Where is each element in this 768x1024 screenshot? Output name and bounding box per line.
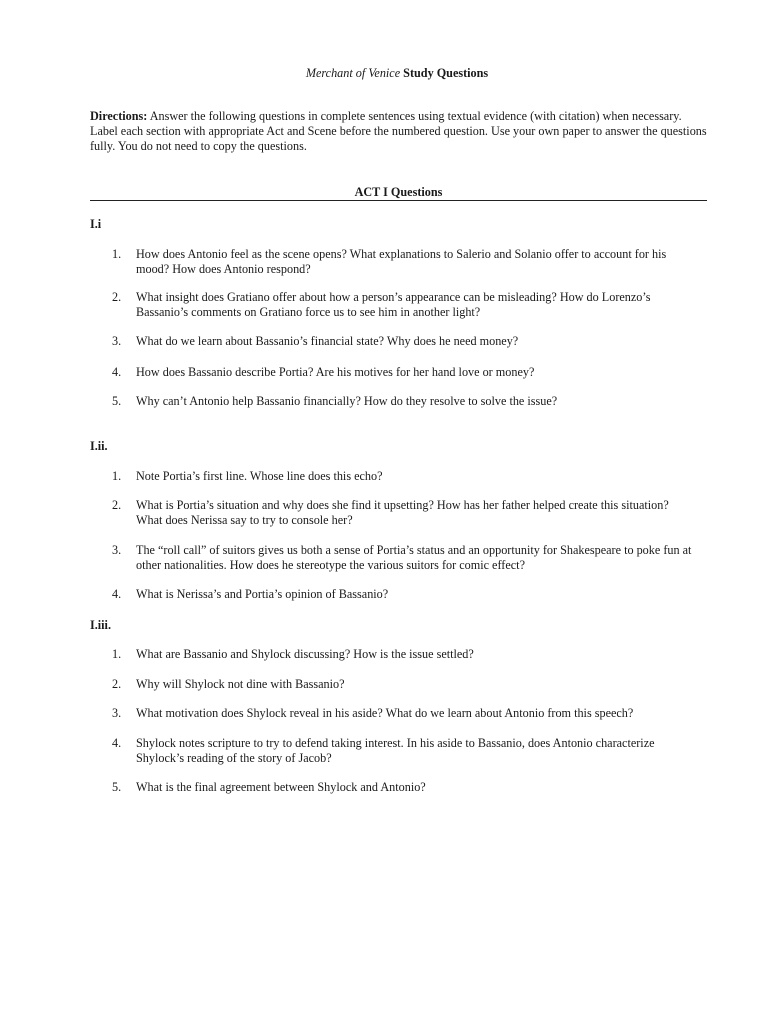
question-text: How does Bassanio describe Portia? Are his motives for her hand love or money? <box>136 365 535 379</box>
question-text: What do we learn about Bassanio’s financial state? Why does he need money? <box>136 334 519 348</box>
question-number: 4. <box>112 587 122 601</box>
question-number: 4. <box>112 736 122 750</box>
document-title <box>0 65 768 81</box>
question-number: 2. <box>112 498 122 512</box>
question-text: What is Portia’s situation and why does she find it upsetting? How has her father helped create this situation? What does Nerissa say to try to console her? <box>136 498 669 527</box>
question-text: Why will Shylock not dine with Bassanio? <box>136 677 345 691</box>
question-text: The “roll call” of suitors gives us both a sense of Portia’s status and an opportunity for Shakespeare to poke fun at other nationalities. How does he stereotype the various suitors for comic effect? <box>136 543 692 572</box>
question-number: 5. <box>112 780 122 794</box>
question-text: What is the final agreement between Shylock and Antonio? <box>136 780 426 794</box>
section-label-i-iii: I.iii. <box>90 618 111 632</box>
question-text: What are Bassanio and Shylock discussing? How is the issue settled? <box>136 647 474 661</box>
directions-text: Answer the following questions in complete sentences using textual evidence (with citation) when necessary. Label each section with appropriate Act and Scene before the numbered question. Use your own paper to answer the questions fully. You do not need to copy the questions. <box>90 109 707 153</box>
question-number: 3. <box>112 543 122 557</box>
title-bold: Study Questions <box>403 66 489 80</box>
section-label-i-ii: I.ii. <box>90 439 108 453</box>
question-text: What motivation does Shylock reveal in his aside? What do we learn about Antonio from this speech? <box>136 706 634 720</box>
question-number: 5. <box>112 394 122 408</box>
act-heading: ACT I Questions <box>354 185 443 199</box>
question-number: 2. <box>112 677 122 691</box>
title-italic: Merchant of Venice <box>305 66 401 80</box>
question-text: What insight does Gratiano offer about how a person’s appearance can be misleading? How do Lorenzo’s Bassanio’s comments on Gratiano force us to see him in another light? <box>136 290 651 319</box>
question-text: Why can’t Antonio help Bassanio financially? How do they resolve to solve the issue? <box>136 394 558 408</box>
question-number: 1. <box>112 647 122 661</box>
directions-label: Directions: <box>90 109 148 123</box>
question-number: 3. <box>112 334 122 348</box>
question-number: 1. <box>112 247 122 261</box>
heading-rule <box>90 200 707 201</box>
question-text: Shylock notes scripture to try to defend taking interest. In his aside to Bassanio, does Antonio characterize Shylock’s reading of the story of Jacob? <box>136 736 655 765</box>
question-text: What is Nerissa’s and Portia’s opinion of Bassanio? <box>136 587 389 601</box>
question-text: Note Portia’s first line. Whose line does this echo? <box>136 469 383 483</box>
question-number: 1. <box>112 469 122 483</box>
question-text: How does Antonio feel as the scene opens? What explanations to Salerio and Solanio offer to account for his mood? How does Antonio respond? <box>136 247 667 276</box>
directions-paragraph <box>90 109 710 154</box>
section-label-i-i: I.i <box>90 217 102 231</box>
question-number: 4. <box>112 365 122 379</box>
question-number: 2. <box>112 290 122 304</box>
question-number: 3. <box>112 706 122 720</box>
